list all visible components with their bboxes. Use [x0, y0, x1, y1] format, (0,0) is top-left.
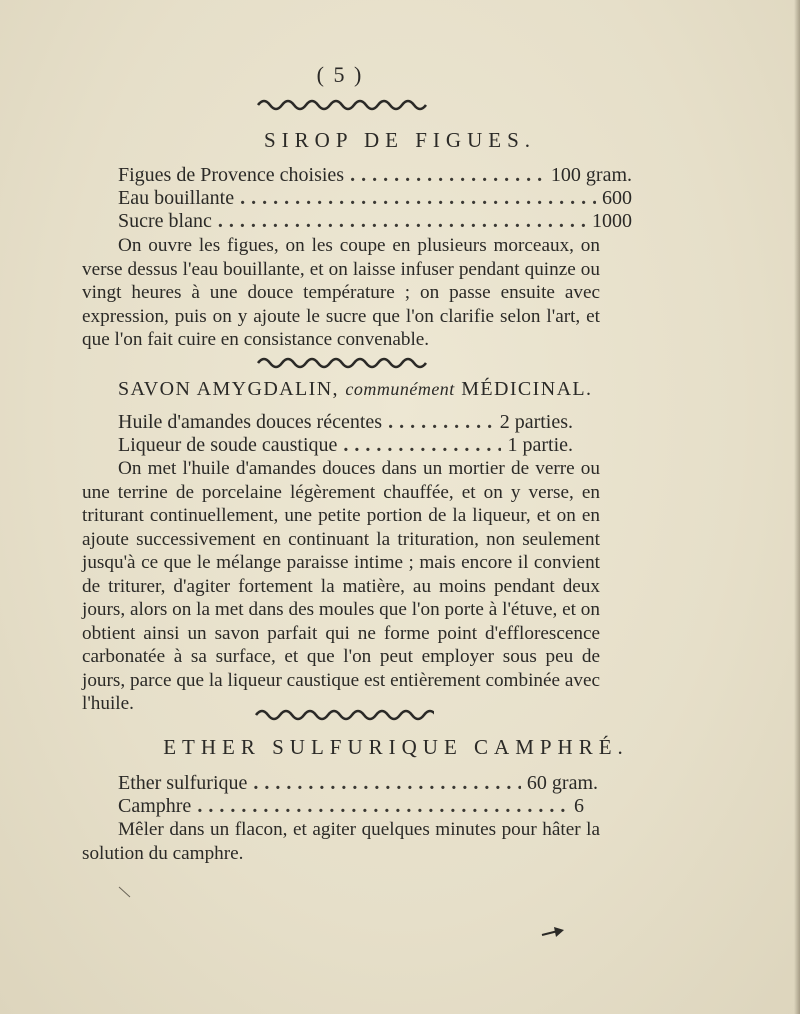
page-number: ( 5 ) [316, 62, 364, 87]
paragraph-ether: Mêler dans un flacon, et agiter quelques minutes pour hâter la solution du camphre. [82, 819, 600, 864]
ingredient-name: Sucre blanc [118, 210, 212, 232]
ingredient-name: Eau bouillante [118, 187, 235, 209]
ingredient-quantity: 6 [574, 795, 584, 817]
ingredient-row [118, 164, 632, 187]
ingredient-name: Huile d'amandes douces récentes [118, 411, 383, 433]
ingredient-row [118, 187, 632, 210]
ingredient-quantity: 2 parties. [499, 411, 573, 433]
section-title-savon [118, 378, 592, 401]
paragraph-savon: On met l'huile d'amandes douces dans un mortier de verre ou une terrine de porcelaine légèrement chauffée, et on y verse, en triturant continuellement, une petite portion de la liqueur, et on en ajoute successivement en continuant la trituration, non seulement jusqu'à ce que le mélange paraisse intime ; mais encore il convient de triturer, d'agiter fortement la matière, au moins pendant deux jours, alors on la met dans des moules que l'on porte à l'étuve, et on obtient ainsi un savon parfait qui ne forme point d'efflorescence carbonatée à sa surface, et que l'on peut employer sous peu de jours, parce que la liqueur caustique est entièrement combinée avec l'huile. [82, 458, 600, 714]
title-italic: communément [345, 379, 455, 399]
ornament-rule-3 [254, 709, 434, 721]
ingredient-name: Camphre [118, 795, 192, 817]
paragraph-sirop: On ouvre les figues, on les coupe en plusieurs morceaux, on verse dessus l'eau bouillante, et on laisse infuser pendant quinze ou vingt heures à une douce température ; on passe ensuite avec expression, puis on y ajoute le sucre que l'on clarifie selon l'art, et que l'on fait cuire en consistance convenable. [82, 235, 600, 350]
ingredient-row [118, 210, 632, 233]
stray-stroke-mark [118, 886, 132, 905]
ingredient-quantity: 60 gram. [526, 772, 598, 794]
ingredient-list-savon [118, 411, 573, 457]
leader-dots [343, 434, 501, 457]
ingredient-name: Ether sulfurique [118, 772, 248, 794]
ingredient-quantity: 600 [602, 187, 632, 209]
leader-dots [253, 772, 521, 795]
ornament-rule-2 [256, 357, 430, 369]
ingredient-row [118, 434, 573, 457]
title-main: SAVON AMYGDALIN, [118, 378, 339, 400]
title-end: MÉDICINAL. [461, 378, 593, 400]
ingredient-list-ether [118, 772, 598, 818]
ingredient-name: Liqueur de soude caustique [118, 434, 338, 456]
section-title-ether: ETHER SULFURIQUE CAMPHRÉ. [163, 735, 629, 759]
leader-dots [388, 411, 494, 434]
leader-dots [240, 187, 596, 210]
ingredient-name: Figues de Provence choisies [118, 164, 345, 186]
leader-dots [350, 164, 545, 187]
ingredient-quantity: 1000 [592, 210, 632, 232]
ingredient-row [118, 795, 598, 818]
arrow-mark-icon [540, 926, 566, 945]
ingredient-quantity: 100 gram. [550, 164, 632, 186]
ingredient-quantity: 1 partie. [507, 434, 573, 456]
ingredient-list-sirop [118, 164, 632, 233]
leader-dots [218, 210, 586, 233]
ornament-rule-1 [256, 99, 430, 111]
ingredient-row [118, 411, 573, 434]
leader-dots [197, 795, 568, 818]
section-title-sirop: SIROP DE FIGUES. [264, 128, 536, 152]
ingredient-row [118, 772, 598, 795]
